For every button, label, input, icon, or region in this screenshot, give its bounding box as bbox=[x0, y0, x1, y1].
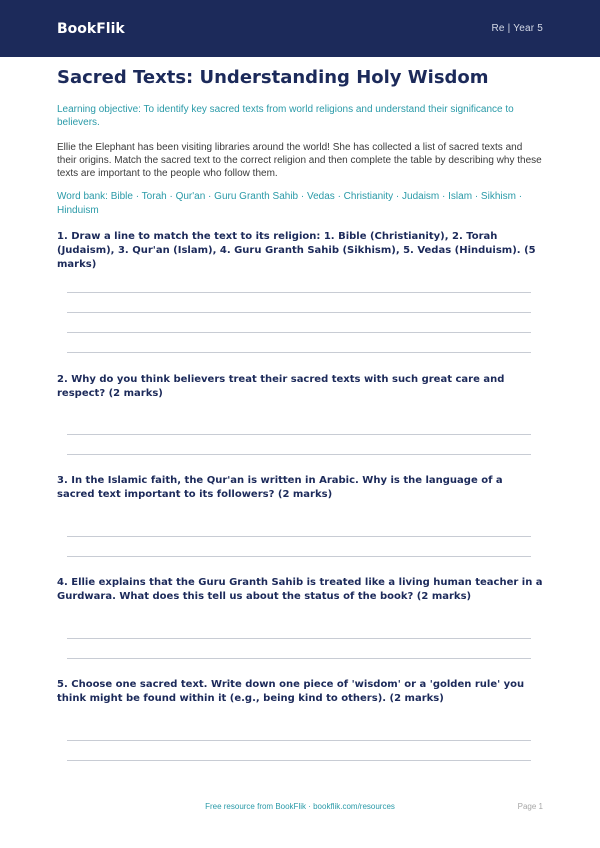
answer-line[interactable] bbox=[67, 454, 531, 455]
answer-line[interactable] bbox=[67, 556, 531, 557]
worksheet-body bbox=[57, 57, 543, 218]
brand-logo[interactable]: BookFlik bbox=[57, 20, 125, 37]
footer-resource-link[interactable]: Free resource from BookFlik · bookflik.com/resources bbox=[205, 802, 395, 811]
answer-line[interactable] bbox=[67, 740, 531, 741]
question-5 bbox=[57, 678, 543, 706]
question-5-text: 5. Choose one sacred text. Write down one piece of 'wisdom' or a 'golden rule' you think might be found within it (e.g., being kind to others). (2 marks) bbox=[57, 679, 525, 704]
answer-line[interactable] bbox=[67, 312, 531, 313]
answer-line[interactable] bbox=[67, 760, 531, 761]
question-3-text: 3. In the Islamic faith, the Qur'an is written in Arabic. Why is the language of a sacred text important to its followers? (2 marks) bbox=[57, 475, 503, 500]
learning-objective: Learning objective: To identify key sacred texts from world religions and understand their significance to believers. bbox=[57, 104, 514, 128]
question-2 bbox=[57, 373, 543, 401]
question-4 bbox=[57, 576, 543, 604]
page-number: Page 1 bbox=[517, 802, 543, 811]
answer-line[interactable] bbox=[67, 332, 531, 333]
question-1 bbox=[57, 230, 543, 272]
answer-line[interactable] bbox=[67, 352, 531, 353]
question-1-text: 1. Draw a line to match the text to its religion: 1. Bible (Christianity), 2. Torah (Judaism), 3. Qur'an (Islam), 4. Guru Granth Sahib (Sikhism), 5. Vedas (Hinduism). (5 marks) bbox=[57, 231, 536, 270]
site-header bbox=[0, 0, 600, 57]
answer-line[interactable] bbox=[67, 292, 531, 293]
page-title: Sacred Texts: Understanding Holy Wisdom bbox=[57, 67, 489, 88]
question-2-text: 2. Why do you think believers treat their sacred texts with such great care and respect? (2 marks) bbox=[57, 374, 505, 399]
answer-line[interactable] bbox=[67, 536, 531, 537]
intro-paragraph: Ellie the Elephant has been visiting libraries around the world! She has collected a list of sacred texts and their origins. Match the sacred text to the correct religion and then complete the table by describing why these texts are important to the people who follow them. bbox=[57, 142, 542, 179]
word-bank: Word bank: Bible · Torah · Qur'an · Guru Granth Sahib · Vedas · Christianity · Judaism · Islam · Sikhism · Hinduism bbox=[57, 191, 523, 216]
answer-line[interactable] bbox=[67, 638, 531, 639]
answer-line[interactable] bbox=[67, 434, 531, 435]
subject-year-label: Re | Year 5 bbox=[491, 23, 543, 34]
question-4-text: 4. Ellie explains that the Guru Granth Sahib is treated like a living human teacher in a Gurdwara. What does this tell us about the status of the book? (2 marks) bbox=[57, 577, 543, 602]
answer-line[interactable] bbox=[67, 658, 531, 659]
question-3 bbox=[57, 474, 543, 502]
